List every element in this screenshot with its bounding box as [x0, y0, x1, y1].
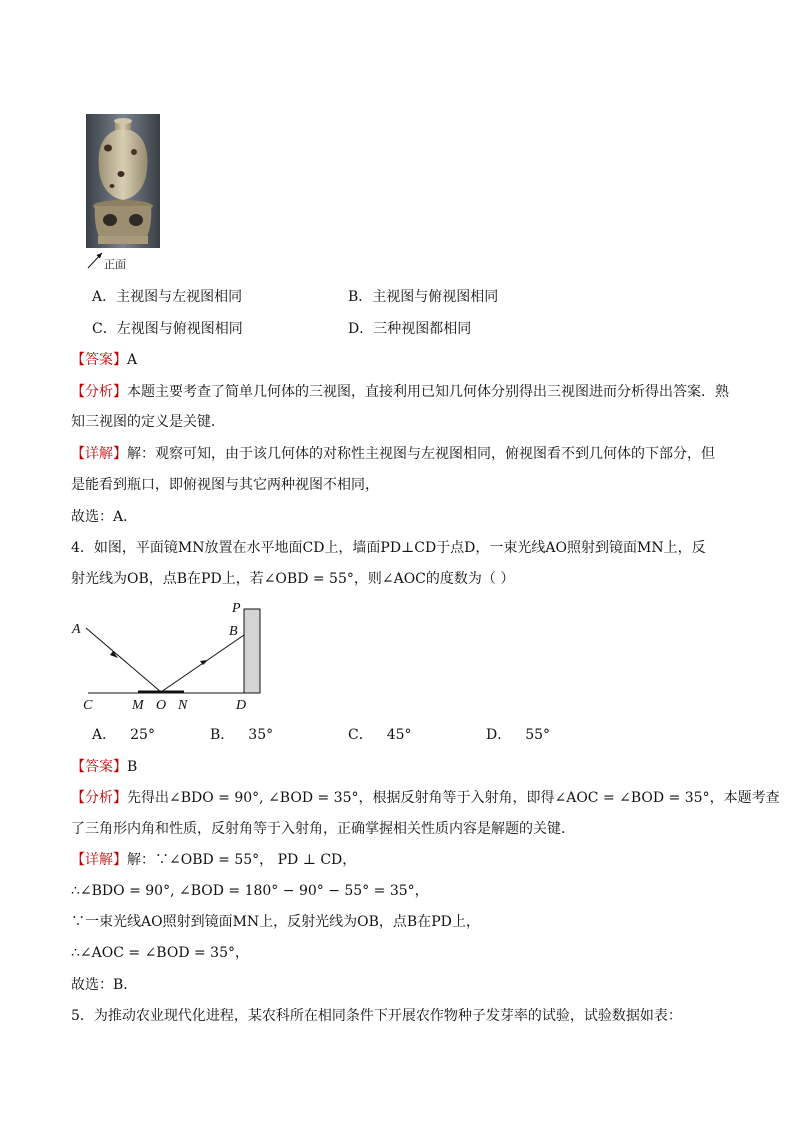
- q4-answer: [71, 757, 137, 777]
- q4-option-b: B． 35°: [210, 727, 274, 743]
- analysis-text: 先得出∠BDO = 90°, ∠BOD = 35°，根据反射角等于入射角，即得∠AOC = ∠BOD = 35°，本题考查: [127, 790, 780, 806]
- q4-option-d: D． 55°: [486, 727, 551, 743]
- front-view-caption: 正面: [104, 258, 126, 271]
- q4-detail-line-3: ∵一束光线AO照射到镜面MN上，反射光线为OB，点B在PD上，: [71, 914, 480, 930]
- q3-analysis-line-1: [71, 382, 729, 402]
- q3-option-c: C．左视图与俯视图相同: [92, 321, 243, 337]
- q5-stem: 5．为推动农业现代化进程，某农科所在相同条件下开展农作物种子发芽率的试验，试验数据如表：: [71, 1008, 682, 1024]
- label-m: M: [132, 698, 144, 713]
- label-p: P: [232, 601, 241, 616]
- label-n: N: [178, 698, 188, 713]
- q4-option-c: C． 45°: [348, 727, 412, 743]
- q3-option-d: D．三种视图都相同: [348, 321, 472, 337]
- q3-detail-line-2: 是能看到瓶口，即俯视图与其它两种视图不相同，: [71, 477, 379, 493]
- answer-tag: 【答案】: [71, 352, 127, 368]
- q3-answer: [71, 350, 137, 370]
- q4-option-a: A． 25°: [92, 727, 155, 743]
- vase-photo: [86, 114, 160, 248]
- analysis-tag: 【分析】: [71, 384, 127, 400]
- q3-option-b: B．主视图与俯视图相同: [348, 289, 499, 305]
- analysis-text: 本题主要考查了简单几何体的三视图，直接利用已知几何体分别得出三视图进而分析得出答案．熟: [127, 384, 729, 400]
- answer-value: A: [127, 352, 138, 368]
- label-b: B: [229, 624, 238, 639]
- q4-choose: 故选：B．: [71, 977, 138, 993]
- q4-detail-line-2: ∴∠BDO = 90°, ∠BOD = 180° − 90° − 55° = 35°，: [71, 883, 429, 899]
- mirror-diagram: [66, 598, 276, 716]
- q4-detail-line-1: [71, 850, 356, 870]
- front-view-arrow: [86, 250, 106, 270]
- vase-image: [86, 114, 160, 248]
- detail-tag: 【详解】: [71, 446, 127, 462]
- label-o: O: [156, 698, 167, 713]
- detail-text: 解：观察可知，由于该几何体的对称性主视图与左视图相同，俯视图看不到几何体的下部分，但: [127, 446, 715, 462]
- answer-value: B: [127, 759, 138, 775]
- q3-detail-line-1: [71, 444, 715, 464]
- q3-analysis-line-2: 知三视图的定义是关键．: [71, 414, 225, 430]
- analysis-tag: 【分析】: [71, 790, 127, 806]
- q3-choose: 故选：A．: [71, 509, 138, 525]
- label-a: A: [72, 622, 81, 637]
- q4-detail-line-4: ∴∠AOC = ∠BOD = 35°，: [71, 945, 249, 961]
- answer-tag: 【答案】: [71, 759, 127, 775]
- q4-stem-line-2: 射光线为OB，点B在PD上，若∠OBD = 55°，则∠AOC的度数为（ ）: [71, 571, 515, 587]
- detail-tag: 【详解】: [71, 852, 127, 868]
- label-c: C: [83, 698, 93, 713]
- q4-analysis-line-1: [71, 788, 780, 808]
- q3-option-a: A．主视图与左视图相同: [92, 289, 243, 305]
- incident-ray: [86, 628, 161, 692]
- detail-text: 解：∵∠OBD = 55°， PD ⊥ CD，: [127, 852, 357, 868]
- q4-stem-line-1: 4．如图，平面镜MN放置在水平地面CD上，墙面PD⊥CD于点D，一束光线AO照射到镜面MN上，反: [71, 540, 706, 556]
- wall: [244, 609, 260, 693]
- label-d: D: [236, 698, 247, 713]
- q4-analysis-line-2: 了三角形内角和性质，反射角等于入射角，正确掌握相关性质内容是解题的关键．: [71, 821, 575, 837]
